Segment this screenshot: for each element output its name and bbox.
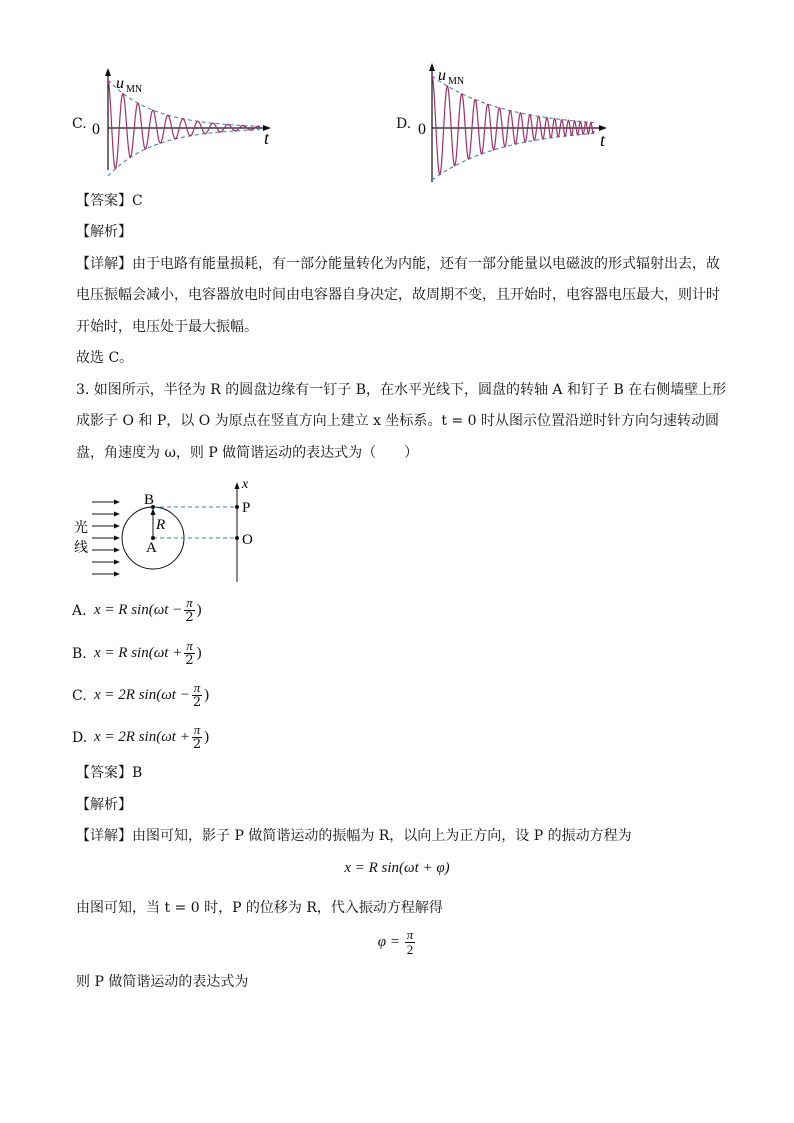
q2-detail-line-2: 电压振幅会减小，电容器放电时间由电容器自身决定，故周期不变，且开始时，电容器电压最大，则计时: [76, 287, 720, 303]
q3-stem-line-2: 成影子 O 和 P，以 O 为原点在竖直方向上建立 x 坐标系。t = 0 时从图示位置沿逆时针方向匀速转动圆: [76, 413, 720, 429]
graph-c-option-label: C.: [72, 116, 87, 132]
option-fraction: $\frac{\pi}{2}$: [185, 595, 194, 625]
graph-c-envelope-lower: [108, 130, 260, 176]
graph-d: [414, 60, 614, 186]
option-fraction: $\frac{\pi}{2}$: [192, 680, 202, 710]
q3-stem-line-3: 盘，角速度为 ω，则 P 做简谐运动的表达式为（ ）: [76, 445, 419, 461]
point-o-label: O: [242, 532, 253, 548]
option-close: ): [204, 687, 210, 703]
light-label-2: 线: [74, 540, 88, 556]
q3-option-b: [72, 639, 202, 668]
option-fraction: $\frac{\pi}{2}$: [192, 722, 202, 752]
q3-detail-2: 由图可知，当 t = 0 时，P 的位移为 R，代入振动方程解得: [76, 900, 443, 916]
x-axis-label: x: [242, 477, 249, 492]
q3-formula-1: x = R sin(ωt + φ): [344, 860, 450, 876]
q3-analysis-heading: 【解析】: [76, 797, 132, 813]
graph-d-origin: 0: [418, 121, 426, 138]
q2-analysis-heading: 【解析】: [76, 224, 132, 240]
graph-c-y-label: u: [116, 75, 124, 92]
q3-option-a: [72, 596, 202, 625]
point-p-label: P: [242, 500, 251, 516]
point-a-label: A: [146, 540, 157, 556]
q3-disk-figure: [72, 476, 272, 584]
graph-c-origin: 0: [92, 121, 100, 138]
q2-detail-line-3: 开始时，电压处于最大振幅。: [76, 319, 258, 335]
graph-d-x-label: t: [600, 130, 606, 150]
graph-c: [90, 66, 280, 178]
formula-2-fraction: $\frac{\pi}{2}$: [406, 927, 414, 957]
q3-answer: 【答案】B: [76, 765, 143, 781]
q3-stem-line-1: 3. 如图所示，半径为 R 的圆盘边缘有一钉子 B，在水平光线下，圆盘的转轴 A 和钉子 B 在右侧墙壁上形: [76, 382, 727, 398]
graph-c-x-label: t: [264, 128, 270, 148]
light-label-1: 光: [74, 520, 88, 536]
option-fraction: $\frac{\pi}{2}$: [185, 638, 194, 668]
option-expression: x = 2R sin(ωt −: [94, 687, 190, 703]
option-label: D.: [72, 729, 88, 746]
q2-answer: 【答案】C: [76, 193, 143, 209]
option-close: ): [196, 645, 202, 661]
q3-formula-2: [0, 928, 794, 957]
light-arrows: [92, 500, 120, 577]
option-close: ): [196, 602, 202, 618]
q2-conclusion: 故选 C。: [76, 350, 134, 366]
formula-2-lhs: φ =: [377, 933, 400, 950]
option-label: B.: [72, 645, 87, 662]
option-close: ): [204, 729, 210, 745]
graph-d-option-label: D.: [396, 116, 412, 132]
graph-c-y-sub: MN: [126, 84, 143, 95]
option-label: C.: [72, 687, 87, 704]
point-b-label: B: [144, 492, 155, 508]
q3-detail-3: 则 P 做简谐运动的表达式为: [76, 974, 249, 990]
q3-option-c: [72, 681, 209, 710]
graph-d-y-label: u: [438, 67, 446, 84]
q3-option-d: [72, 723, 209, 752]
option-expression: x = 2R sin(ωt +: [94, 729, 190, 745]
option-expression: x = R sin(ωt −: [94, 602, 183, 618]
option-expression: x = R sin(ωt +: [94, 645, 183, 661]
graph-d-y-sub: MN: [448, 76, 465, 87]
option-label: A.: [72, 602, 87, 619]
radius-label: R: [156, 517, 166, 533]
q3-detail-1: 【详解】由图可知，影子 P 做简谐运动的振幅为 R，以向上为正方向，设 P 的振动方程为: [76, 828, 632, 844]
q2-detail-line-1: 【详解】由于电路有能量损耗，有一部分能量转化为内能，还有一部分能量以电磁波的形式辐射出去，故: [76, 256, 720, 272]
